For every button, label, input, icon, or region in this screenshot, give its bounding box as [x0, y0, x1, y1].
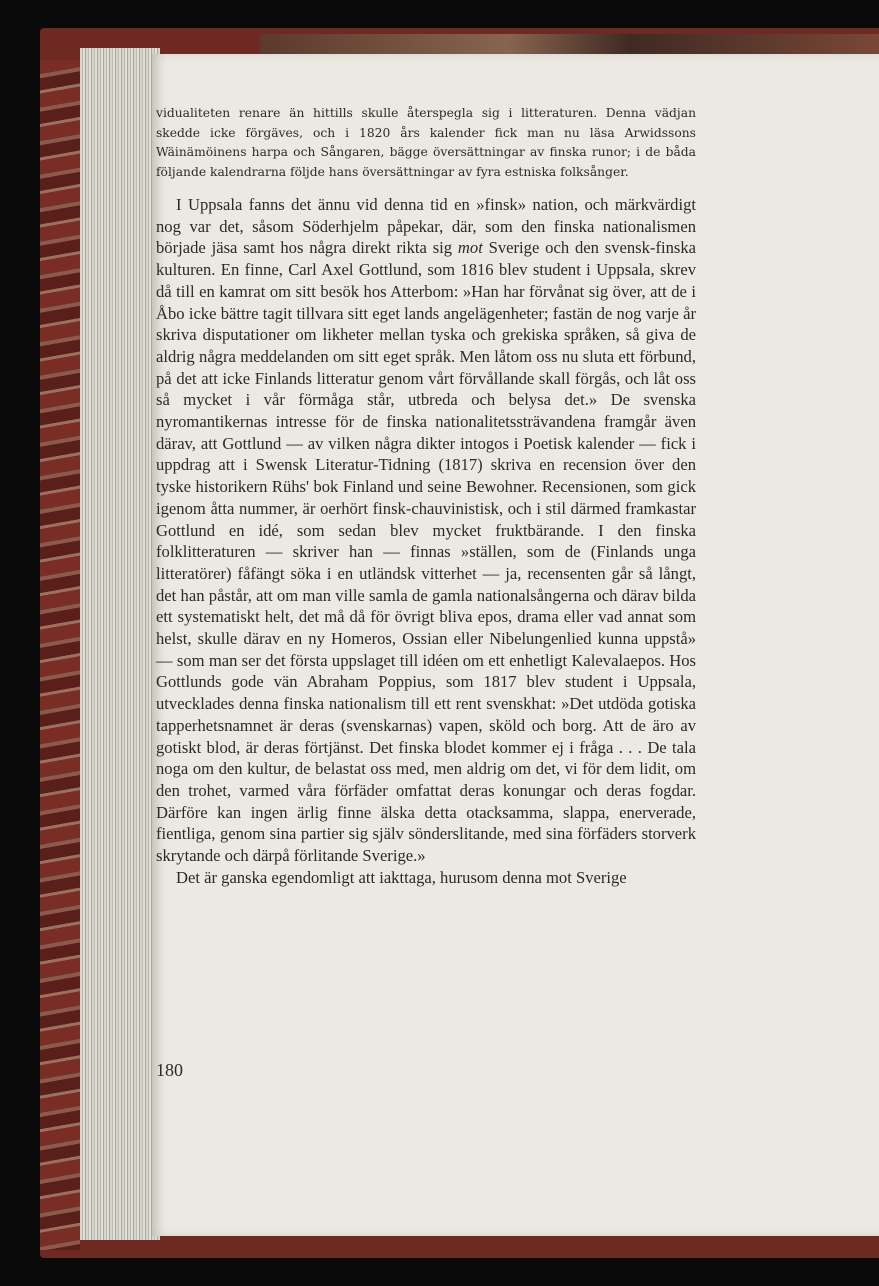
- marbled-cover-edge: [40, 60, 80, 1250]
- paragraph-1-italic: mot: [457, 238, 483, 258]
- paragraph-1: [156, 194, 696, 867]
- small-print-paragraph: [156, 104, 696, 182]
- paragraph-1-part-2: Sverige och den svensk-finska kulturen. En finne, Carl Axel Gottlund, som 1816 blev student i Uppsala, skrev då till en kamrat om sitt besök hos Atterbom: »Han har förvånat sig över, att de i Åbo icke bättre tagit tillvara sitt eget lands angelägenheter; fastän de nog varje år skriva disputationer om likheter mellan tyska och grekiska språken, så giva de aldrig några meddelanden om sitt eget språk. Men låtom oss nu sluta ett förbund, på det att icke Finlands litteratur genom vårt förvållande skall förgås, och låt oss så mycket i vår förmåga står, utbreda och belysa det.» De svenska nyromantikernas intresse för de finska nationalitetssträvandena framgår även därav, att Gottlund — av vilken några dikter intogos i Poetisk kalender — fick i uppdrag att i Swensk Literatur-Tidning (1817) skriva en recension över den tyske historikern Rühs' bok Finland und seine Bewohner. Recensionen, som gick igenom åtta nummer, är oerhört finsk-chauvinistisk, och i stil därmed framkastar Gottlund en idé, som sedan blev mycket fruktbärande. I den finska folklitteraturen — skriver han — finnas »ställen, som de (Finlands unga litteratörer) fåfängt söka i en utländsk vitterhet — ja, recensenten går så långt, det han påstår, att om man ville samla de gamla nationalsångerna och därav bilda ett systematiskt helt, det må då för övrigt bliva epos, drama eller vad annat som helst, skulle därav en ny Homeros, Ossian eller Nibelungenlied kunna uppstå» — som man ser det första uppslaget till idéen om ett enhetligt Kalevalaepos. Hos Gottlunds gode vän Abraham Poppius, som 1817 blev student i Uppsala, utvecklades denna finska nationalism till ett rent svenskhat: »Det utdöda gotiska tapperhetsnamnet är deras (svenskarnas) vapen, sköld och borg. Att de äro av gotiskt blod, är deras förtjänst. Det finska blodet kommer ej i fråga . . . De tala noga om den kultur, de belastat oss med, men aldrig om det, vi för dem lidit, om den trohet, varmed våra förfäder omfattat deras konungar och deras fogdar. Därföre kan ingen ärlig finne älska detta otacksamma, slappa, enerverade, fientliga, genom sina partier sig själv sönderslitande, med sina förfäders storverk skrytande och därpå förlitande Sverige.»: [156, 238, 696, 866]
- page-number: 180: [156, 1060, 183, 1080]
- paragraph-2: Det är ganska egendomligt att iakttaga, hurusom denna mot Sverige: [176, 867, 627, 887]
- main-text: [156, 194, 696, 889]
- paragraph-1-part-1: I Uppsala fanns det ännu vid denna tid en »finsk» nation, och märkvärdigt nog var det, såsom Söderhjelm påpekar, där, som den finska nationalismen började jäsa samt hos några direkt rikta sig: [156, 195, 696, 258]
- small-paragraph-text: vidualiteten renare än hittills skulle återspegla sig i litteraturen. Denna vädjan skedde icke förgäves, och i 1820 års kalender fick man nu läsa Arwidssons Wäinämöinens harpa och Sångaren, bägge översättningar av finska runor; i de båda följande kalendrarna följde hans översättningar av fyra estniska folksånger.: [156, 106, 696, 179]
- cover-top-edge: [260, 34, 879, 56]
- page-stack-edges: [80, 48, 160, 1240]
